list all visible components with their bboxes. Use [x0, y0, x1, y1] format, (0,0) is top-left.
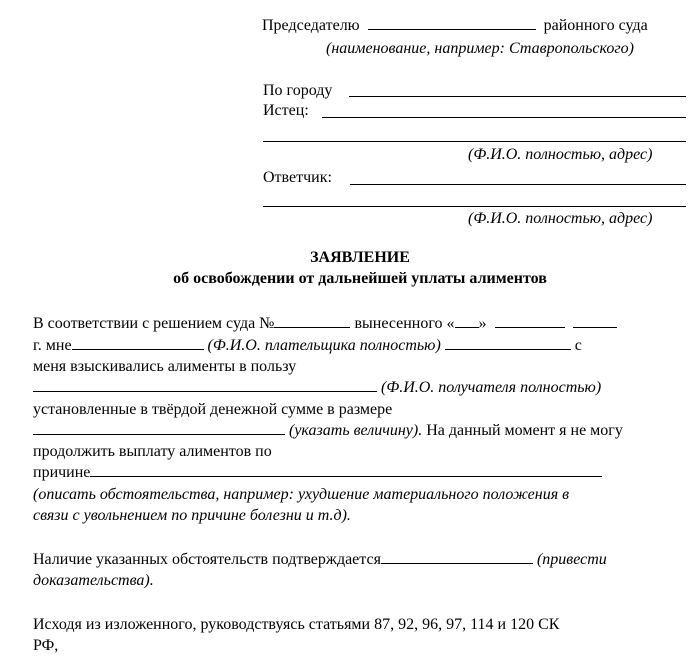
evidence-line-2: доказательства).	[33, 572, 154, 589]
body-line-3: меня взыскивались алименты в пользу	[33, 358, 297, 375]
body-line-1	[33, 314, 617, 334]
reason-blank	[90, 463, 602, 477]
amount-hint: (указать величину).	[289, 422, 423, 439]
court-hint: (наименование, например: Ставропольского)	[326, 40, 634, 57]
body-line-4	[33, 378, 601, 398]
body-line-7: продолжить выплату алиментов по	[33, 443, 272, 460]
plaintiff-label: Истец:	[263, 102, 309, 119]
statutes-line-2: РФ,	[33, 637, 59, 654]
chairman-prefix: Председателю	[262, 17, 360, 34]
document-title: ЗАЯВЛЕНИЕ	[310, 249, 410, 266]
chairman-suffix: районного суда	[543, 17, 648, 34]
quote-close: »	[478, 315, 487, 332]
reason-text: причине	[33, 464, 91, 481]
document-subtitle: об освобождении от дальнейшей уплаты алиментов	[173, 270, 547, 287]
body-line-6	[33, 421, 623, 441]
recipient-name-blank	[33, 378, 377, 392]
confirmed-text: Наличие указанных обстоятельств подтверждается	[33, 551, 381, 568]
evidence-blank	[381, 550, 533, 564]
date-blank	[445, 336, 571, 350]
plaintiff-hint: (Ф.И.О. полностью, адрес)	[468, 146, 653, 163]
plaintiff-blank-1	[322, 117, 686, 118]
body-line-9: (описать обстоятельства, например: ухудшение материального положения в	[33, 486, 570, 503]
issued-text: вынесенного «	[354, 315, 455, 332]
city-blank	[349, 96, 686, 97]
year-blank	[573, 314, 617, 328]
evidence-hint: (привести	[536, 551, 607, 568]
body-line-10: связи с увольнением по причине болезни и т.д).	[33, 507, 351, 524]
evidence-line-1	[33, 550, 607, 570]
payer-hint: (Ф.И.О. плательщика полностью)	[207, 337, 441, 354]
to-me-text: г. мне	[33, 337, 72, 354]
body-line-2	[33, 336, 582, 356]
court-name-blank	[368, 16, 536, 30]
defendant-label: Ответчик:	[263, 169, 332, 186]
month-blank	[495, 314, 565, 328]
amount-blank	[33, 421, 285, 435]
payer-name-blank	[72, 336, 204, 350]
defendant-hint: (Ф.И.О. полностью, адрес)	[468, 210, 653, 227]
from-text: с	[574, 337, 582, 354]
body-line-5: установленные в твёрдой денежной сумме в размере	[33, 401, 393, 418]
defendant-blank-1	[350, 184, 686, 185]
statutes-line-1: Исходя из изложенного, руководствуясь статьями 87, 92, 96, 97, 114 и 120 СК	[33, 616, 560, 633]
day-blank	[455, 314, 479, 328]
body-line-8	[33, 463, 602, 483]
city-label: По городу	[263, 82, 333, 99]
recipient-hint: (Ф.И.О. получателя полностью)	[381, 379, 602, 396]
plaintiff-blank-2	[263, 141, 686, 142]
chairman-line	[262, 16, 648, 36]
decision-text: В соответствии с решением суда №	[33, 315, 275, 332]
cannot-continue-text: На данный момент я не могу	[426, 422, 623, 439]
defendant-blank-2	[263, 206, 686, 207]
case-number-blank	[274, 314, 350, 328]
